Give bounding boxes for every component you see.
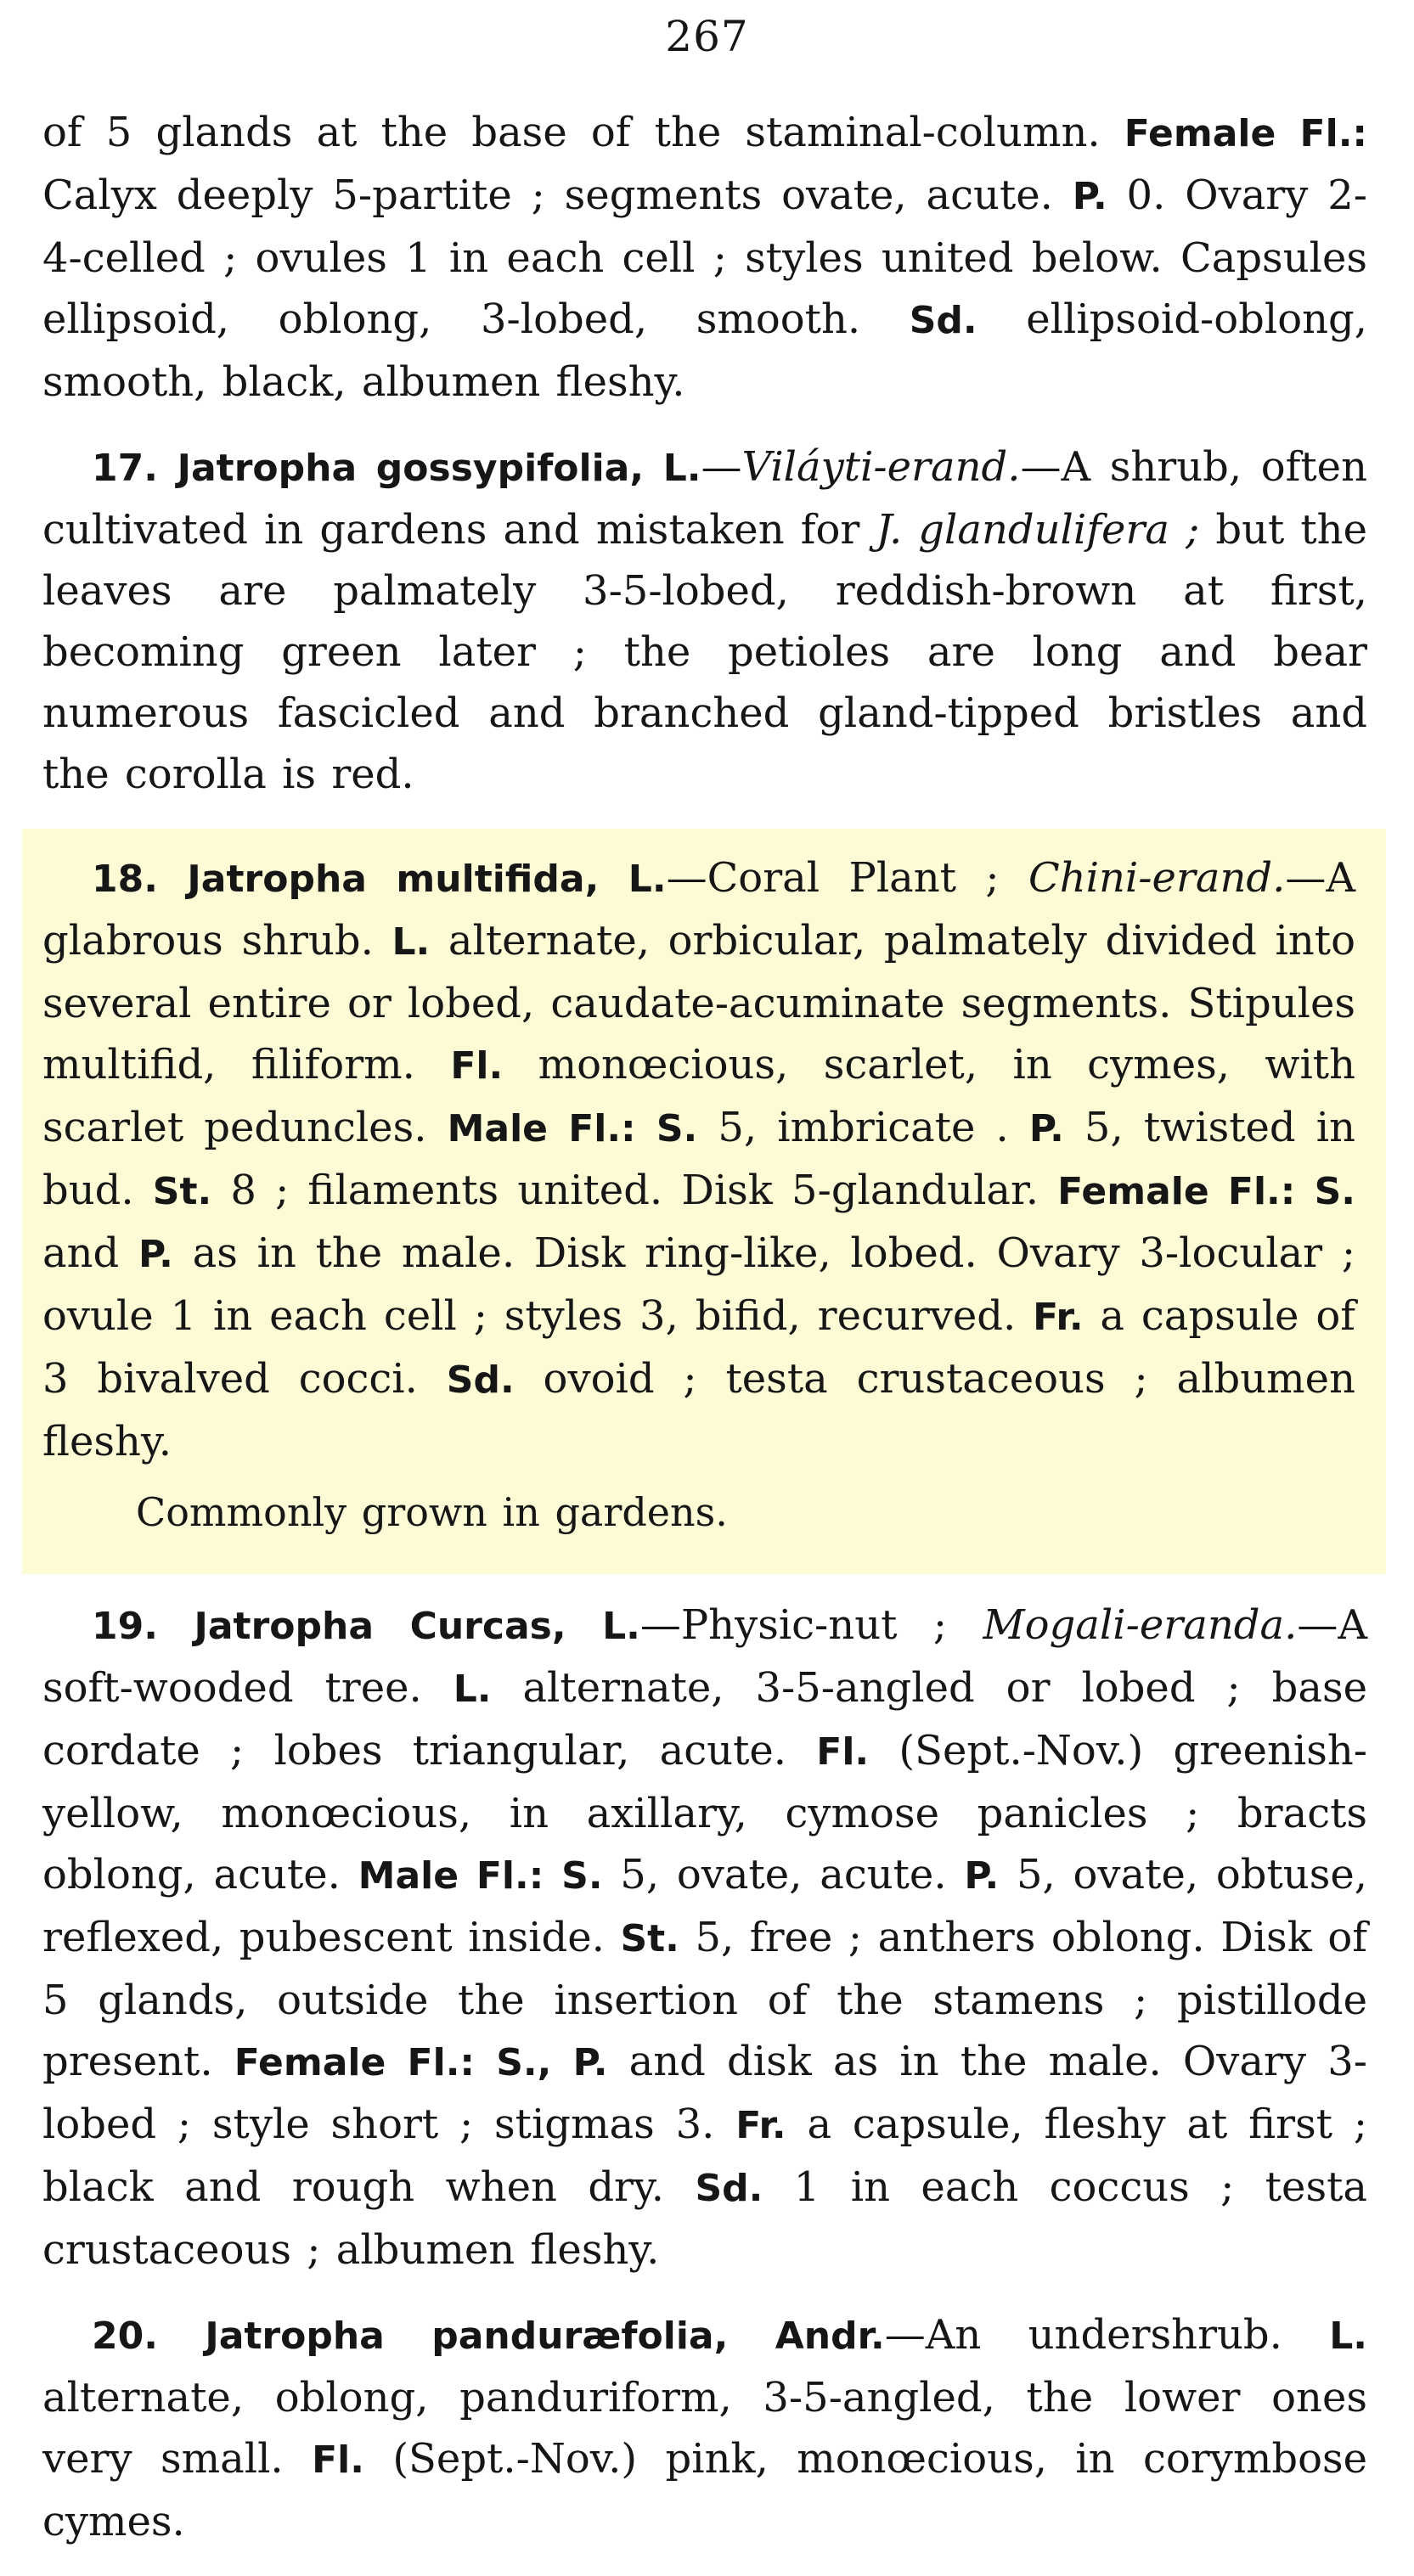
text: and disk as in the male. Ovary 3-lobed ; style short ; stigmas 3. [42, 2038, 1367, 2148]
text: ellipsoid-oblong, smooth, black, albumen fleshy. [42, 295, 1368, 406]
bold-term: Sd. [909, 299, 977, 342]
text: a capsule, fleshy at first ; black and rough when dry. [42, 2101, 1367, 2211]
bold-term: Sd. [446, 1358, 515, 1402]
text: —A shrub, often cultivated in gardens and mistaken for [42, 443, 1367, 554]
text: and [42, 1229, 138, 1277]
text: 1 in each coccus ; testa crustaceous ; albumen fleshy. [42, 2163, 1368, 2274]
bold-term: L. [1329, 2314, 1367, 2358]
text: 5, imbricate . [697, 1104, 1029, 1151]
entry-20 [42, 2304, 1367, 2552]
text: 5, twisted in bud. [42, 1104, 1356, 1214]
text: ovoid ; testa crustaceous ; albumen fleshy. [42, 1355, 1355, 1465]
bold-term: Fl. [816, 1730, 870, 1774]
text: 5, free ; anthers oblong. Disk of 5 glands, outside the insertion of the stamens ; pistillode present. [42, 1914, 1367, 2085]
habitat-note: Commonly grown in gardens. [136, 1489, 728, 1535]
paragraph-continuation [42, 102, 1367, 413]
text: 5, ovate, obtuse, reflexed, pubescent inside. [42, 1851, 1367, 1961]
text: 0. Ovary 2-4-celled ; ovules 1 in each cell ; styles united below. Capsules ellipsoid, oblong, 3-lobed, smooth. [42, 172, 1367, 343]
bold-term: P. [1072, 175, 1107, 218]
bold-term: L. [392, 920, 431, 964]
species-heading: 17. Jatropha gossypifolia, L. [92, 447, 701, 490]
text: monœcious, scarlet, in cymes, with scarlet peduncles. [42, 1041, 1355, 1151]
bold-term: Female Fl.: [1124, 112, 1368, 155]
page-body [42, 102, 1367, 2576]
vernacular-name: Viláyti-erand. [741, 443, 1021, 491]
species-heading: 20. Jatropha panduræfolia, Andr. [92, 2314, 885, 2358]
bold-term: Fr. [735, 2104, 786, 2147]
text: 5, ovate, acute. [602, 1851, 965, 1898]
page-number: 267 [665, 12, 749, 61]
bold-term: L. [453, 1668, 492, 1711]
text: Calyx deeply 5-partite ; segments ovate, acute. [42, 172, 1073, 219]
bold-term: P. [1028, 1107, 1064, 1150]
highlighted-entry-18 [22, 829, 1386, 1574]
bold-term: P. [138, 1233, 173, 1276]
bold-term: Fr. [1033, 1296, 1084, 1339]
species-heading: 19. Jatropha Curcas, L. [92, 1605, 640, 1648]
bold-term: St. [620, 1917, 679, 1960]
text: alternate, oblong, panduriform, 3-5-angled, the lower ones very small. [42, 2374, 1367, 2483]
text: —A soft-wooded tree. [42, 1601, 1367, 1712]
vernacular-name: Mogali-eranda. [983, 1601, 1298, 1649]
bold-term: Male Fl.: S. [447, 1107, 698, 1150]
entry-19 [42, 1595, 1367, 2281]
text: but the leaves are palmately 3-5-lobed, reddish-brown at first, becoming green later ; the petioles are long and bear numerous fascicled and branched gland-tipped bristles and the corolla is red. [42, 506, 1367, 798]
bold-term: Male Fl.: S. [358, 1854, 603, 1898]
text: —Physic-nut ; [639, 1601, 983, 1649]
text: of 5 glands at the base of the staminal-column. [42, 109, 1124, 156]
text: alternate, orbicular, palmately divided into several entire or lobed, caudate-acuminate segments. Stipules multifid, filiform. [42, 917, 1355, 1088]
text: —A glabrous shrub. [42, 854, 1356, 965]
text: —An undershrub. [884, 2311, 1330, 2359]
bold-term: Female Fl.: S., P. [234, 2041, 608, 2084]
species-heading: 18. Jatropha multifida, L. [92, 858, 667, 901]
bold-term: Sd. [695, 2167, 763, 2210]
italic-name: J. glandulifera ; [876, 506, 1200, 554]
text: alternate, 3-5-angled or lobed ; base cordate ; lobes triangular, acute. [42, 1664, 1367, 1775]
text: — [701, 443, 742, 491]
entry-18 [42, 847, 1355, 1472]
bold-term: P. [964, 1854, 1000, 1898]
bold-term: Fl. [450, 1044, 504, 1088]
bold-term: Fl. [312, 2438, 364, 2482]
bold-term: Female Fl.: S. [1057, 1170, 1355, 1213]
entry-17 [42, 436, 1367, 805]
text: 8 ; filaments united. Disk 5-glandular. [211, 1167, 1058, 1214]
text: —Coral Plant ; [666, 854, 1028, 902]
text: (Sept.-Nov.) pink, monœcious, in corymbose cymes. [42, 2435, 1368, 2545]
text: a capsule of 3 bivalved cocci. [42, 1292, 1355, 1403]
text: as in the male. Disk ring-like, lobed. Ovary 3-locular ; ovule 1 in each cell ; styles 3, bifid, recurved. [42, 1229, 1356, 1340]
vernacular-name: Chini-erand. [1028, 854, 1286, 902]
text: (Sept.-Nov.) greenish-yellow, monœcious, in axillary, cymose panicles ; bracts oblong, acute. [42, 1727, 1368, 1898]
bold-term: St. [152, 1170, 212, 1213]
